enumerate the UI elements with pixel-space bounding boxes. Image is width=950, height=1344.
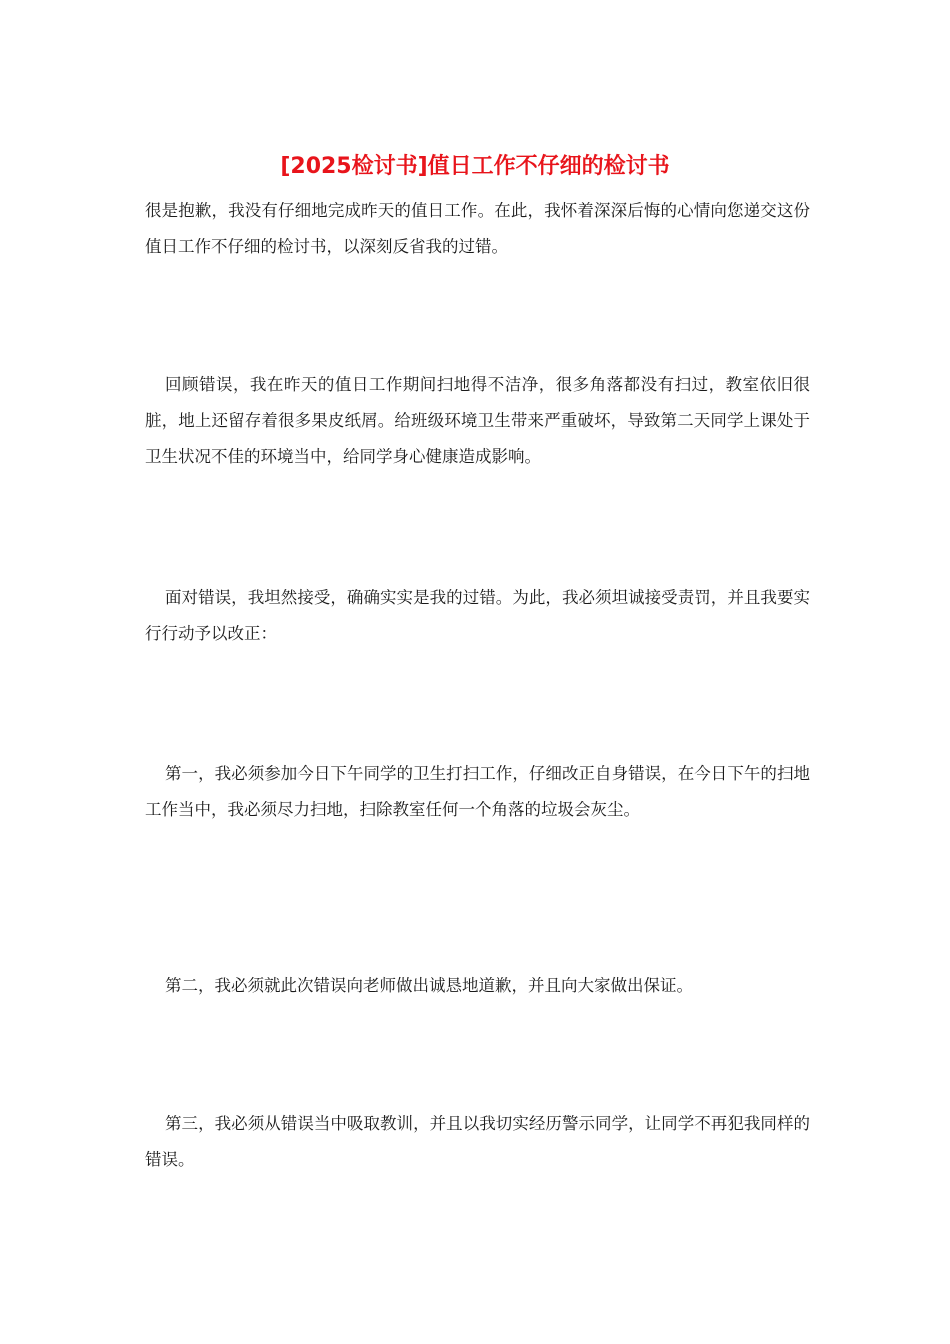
paragraph-first-action: 第一，我必须参加今日下午同学的卫生打扫工作，仔细改正自身错误，在今日下午的扫地工作当中，我必须尽力扫地，扫除教室任何一个角落的垃圾会灰尘。: [145, 764, 810, 819]
paragraph-third-action: 第三，我必须从错误当中吸取教训，并且以我切实经历警示同学，让同学不再犯我同样的错误。: [145, 1114, 810, 1169]
paragraph-accept-mistake: 面对错误，我坦然接受，确确实实是我的过错。为此，我必须坦诚接受责罚，并且我要实行行动予以改正：: [145, 588, 810, 643]
paragraph-review-mistake: 回顾错误，我在昨天的值日工作期间扫地得不洁净，很多角落都没有扫过，教室依旧很脏，地上还留存着很多果皮纸屑。给班级环境卫生带来严重破坏，导致第二天同学上课处于卫生状况不佳的环境当中，给同学身心健康造成影响。: [145, 375, 810, 466]
paragraph-apology: 很是抱歉，我没有仔细地完成昨天的值日工作。在此，我怀着深深后悔的心情向您递交这份值日工作不仔细的检讨书，以深刻反省我的过错。: [145, 201, 810, 256]
paragraph-second-action: 第二，我必须就此次错误向老师做出诚恳地道歉，并且向大家做出保证。: [165, 976, 693, 995]
document-title: [2025检讨书]值日工作不仔细的检讨书: [280, 154, 670, 179]
